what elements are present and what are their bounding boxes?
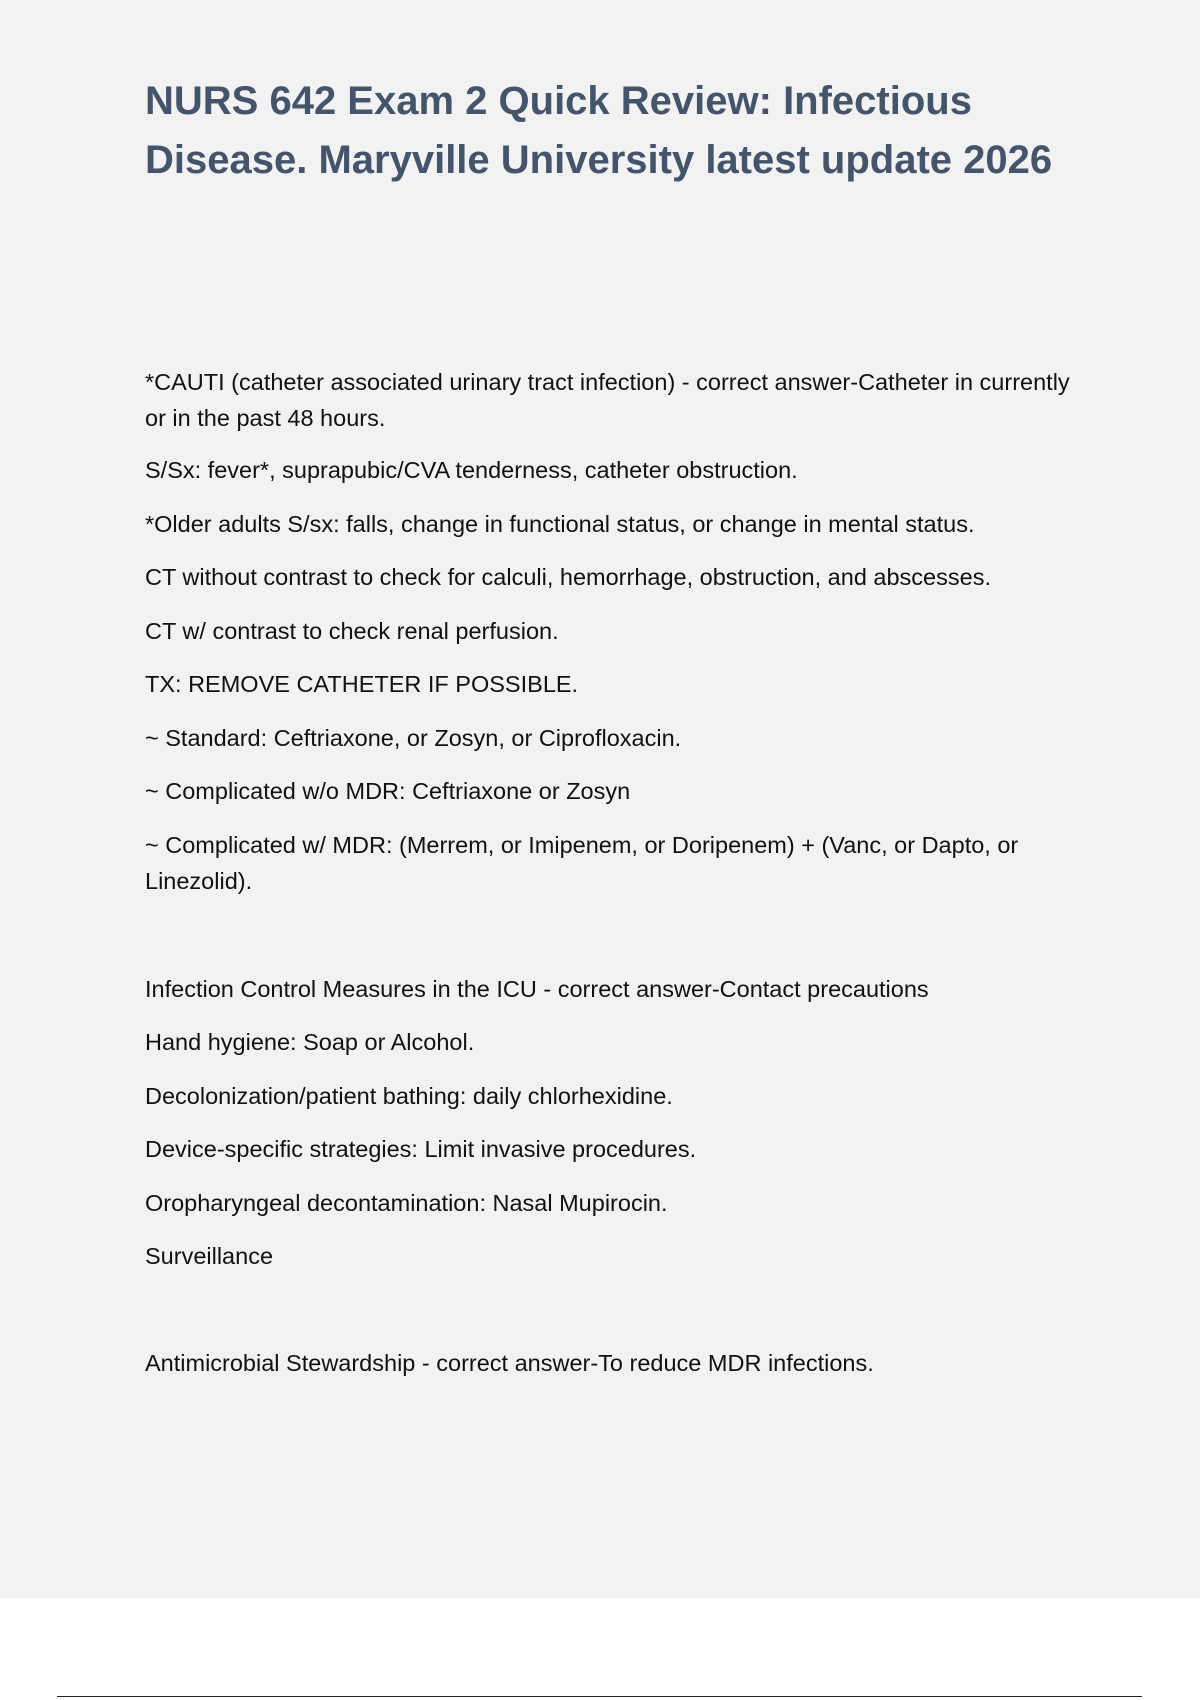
cauti-complicated-no-mdr: ~ Complicated w/o MDR: Ceftriaxone or Zosyn <box>145 778 631 804</box>
icu-surveillance: Surveillance <box>145 1243 274 1269</box>
antimicrobial-stewardship-definition: Antimicrobial Stewardship - correct answer-To reduce MDR infections. <box>145 1350 874 1376</box>
cauti-standard-regimen: ~ Standard: Ceftriaxone, or Zosyn, or Ciprofloxacin. <box>145 725 682 751</box>
cauti-treatment: TX: REMOVE CATHETER IF POSSIBLE. <box>145 671 579 697</box>
cauti-ct-without-contrast: CT without contrast to check for calculi, hemorrhage, obstruction, and abscesses. <box>145 564 991 590</box>
cauti-signs-symptoms: S/Sx: fever*, suprapubic/CVA tenderness, catheter obstruction. <box>145 457 798 483</box>
icu-hand-hygiene: Hand hygiene: Soap or Alcohol. <box>145 1029 475 1055</box>
footer-rule <box>57 1696 1142 1697</box>
icu-decolonization: Decolonization/patient bathing: daily chlorhexidine. <box>145 1083 673 1109</box>
icu-oropharyngeal-decontamination: Oropharyngeal decontamination: Nasal Mupirocin. <box>145 1190 668 1216</box>
icu-infection-control-definition: Infection Control Measures in the ICU - correct answer-Contact precautions <box>145 976 929 1002</box>
cauti-definition: *CAUTI (catheter associated urinary tract infection) - correct answer-Catheter in currently or in the past 48 hours. <box>145 369 1070 431</box>
cauti-older-adults: *Older adults S/sx: falls, change in functional status, or change in mental status. <box>145 511 975 537</box>
icu-device-strategies: Device-specific strategies: Limit invasive procedures. <box>145 1136 697 1162</box>
cauti-ct-with-contrast: CT w/ contrast to check renal perfusion. <box>145 618 559 644</box>
cauti-complicated-mdr: ~ Complicated w/ MDR: (Merrem, or Imipenem, or Doripenem) + (Vanc, or Dapto, or Linezolid). <box>145 832 1019 894</box>
document-title: NURS 642 Exam 2 Quick Review: Infectious Disease. Maryville University latest update 2026 <box>145 79 1053 182</box>
